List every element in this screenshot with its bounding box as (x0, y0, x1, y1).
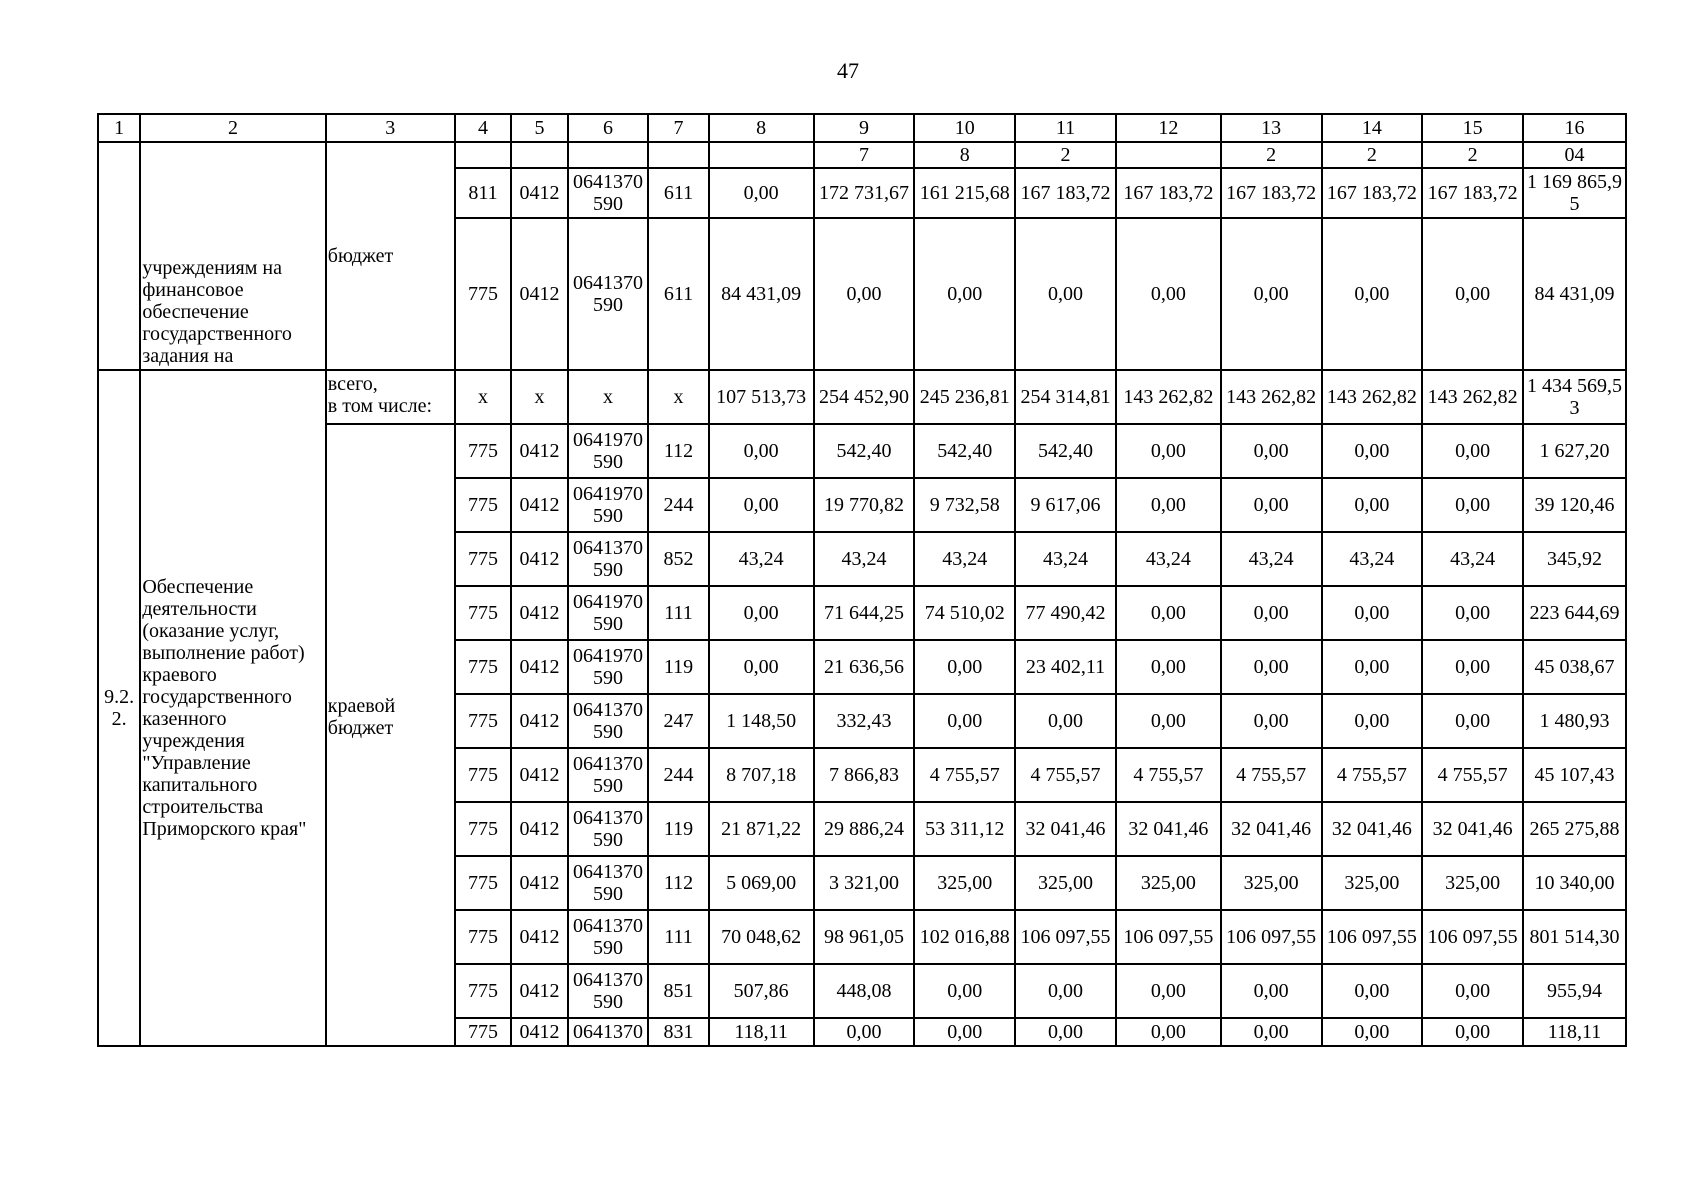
cell: 0,00 (814, 218, 915, 370)
cell: 111 (648, 910, 708, 964)
cell: 43,24 (1116, 532, 1221, 586)
code-cell: 0641970590 (568, 640, 649, 694)
cell: 0,00 (814, 1018, 915, 1046)
cell: 0412 (511, 586, 567, 640)
code-cell: 0641370590 (568, 802, 649, 856)
cell: 4 755,57 (1422, 748, 1523, 802)
cell: 775 (455, 748, 511, 802)
cell: 43,24 (1322, 532, 1423, 586)
header-cell: 14 (1322, 114, 1423, 142)
code-cell: 0641370590 (568, 532, 649, 586)
code-cell: 0641370590 (568, 218, 649, 370)
cell: 0,00 (1422, 424, 1523, 478)
cell: 1 627,20 (1523, 424, 1626, 478)
cell: 45 038,67 (1523, 640, 1626, 694)
cell: 74 510,02 (914, 586, 1015, 640)
cell: 0,00 (1322, 478, 1423, 532)
cell: 7 866,83 (814, 748, 915, 802)
cell: 0,00 (1221, 694, 1322, 748)
cell: 0412 (511, 856, 567, 910)
description-cell: Обеспечение деятельности (оказание услуг, выполнение работ) краевого государственного казенного учреждения "Управление капитального строительства Приморского края" (140, 370, 325, 1046)
cell: 0,00 (1015, 964, 1116, 1018)
cell: 4 755,57 (1322, 748, 1423, 802)
cell: 2 (1422, 142, 1523, 168)
cell: 831 (648, 1018, 708, 1046)
total-cell: 254 452,90 (814, 370, 915, 424)
cell: 0,00 (1322, 424, 1423, 478)
code-cell: 0641370590 (568, 168, 649, 218)
code-cell: 0641370 (568, 1018, 649, 1046)
cell: 0412 (511, 424, 567, 478)
cell: 775 (455, 478, 511, 532)
cell: 172 731,67 (814, 168, 915, 218)
cell: 0,00 (1116, 964, 1221, 1018)
cell: 775 (455, 802, 511, 856)
cell: 0412 (511, 802, 567, 856)
header-cell: 3 (326, 114, 455, 142)
cell: 106 097,55 (1116, 910, 1221, 964)
table-row (98, 370, 1626, 424)
cell: 0,00 (1116, 478, 1221, 532)
cell: 775 (455, 964, 511, 1018)
cell: 0,00 (1322, 694, 1423, 748)
cell: 0,00 (1322, 586, 1423, 640)
cell: 102 016,88 (914, 910, 1015, 964)
table-row (98, 142, 1626, 168)
total-cell: x (511, 370, 567, 424)
cell: 8 707,18 (709, 748, 814, 802)
cell: 167 183,72 (1015, 168, 1116, 218)
cell: 0412 (511, 478, 567, 532)
total-cell: 143 262,82 (1422, 370, 1523, 424)
total-cell: 1 434 569,53 (1523, 370, 1626, 424)
cell: 223 644,69 (1523, 586, 1626, 640)
cell: 244 (648, 478, 708, 532)
source-total-cell: всего, в том числе: (326, 370, 455, 424)
cell: 29 886,24 (814, 802, 915, 856)
cell: 43,24 (914, 532, 1015, 586)
cell: 0,00 (1116, 218, 1221, 370)
cell: 0,00 (914, 694, 1015, 748)
cell: 106 097,55 (1221, 910, 1322, 964)
total-cell: 254 314,81 (1015, 370, 1116, 424)
code-cell: 0641970590 (568, 424, 649, 478)
header-cell: 5 (511, 114, 567, 142)
code-cell: 0641970590 (568, 586, 649, 640)
cell: 167 183,72 (1116, 168, 1221, 218)
cell: 0,00 (709, 478, 814, 532)
cell: 4 755,57 (1116, 748, 1221, 802)
cell: 852 (648, 532, 708, 586)
cell (455, 142, 511, 168)
cell: 2 (1221, 142, 1322, 168)
cell: 0,00 (1015, 218, 1116, 370)
row-number-cell: 9.2.2. (98, 370, 140, 1046)
cell: 0,00 (1116, 640, 1221, 694)
cell: 4 755,57 (1015, 748, 1116, 802)
cell: 542,40 (814, 424, 915, 478)
cell: 98 961,05 (814, 910, 915, 964)
cell: 0,00 (1221, 478, 1322, 532)
cell: 811 (455, 168, 511, 218)
cell: 244 (648, 748, 708, 802)
cell: 775 (455, 856, 511, 910)
header-cell: 1 (98, 114, 140, 142)
cell: 0,00 (709, 586, 814, 640)
cell: 5 069,00 (709, 856, 814, 910)
cell: 167 183,72 (1322, 168, 1423, 218)
cell: 775 (455, 640, 511, 694)
code-cell: 0641370590 (568, 748, 649, 802)
cell: 0412 (511, 532, 567, 586)
header-cell: 2 (140, 114, 325, 142)
cell: 0,00 (1422, 640, 1523, 694)
cell: 106 097,55 (1015, 910, 1116, 964)
cell: 0,00 (1221, 640, 1322, 694)
cell: 45 107,43 (1523, 748, 1626, 802)
cell: 265 275,88 (1523, 802, 1626, 856)
cell: 0,00 (1322, 1018, 1423, 1046)
cell: 04 (1523, 142, 1626, 168)
source-cell: краевой бюджет (326, 424, 455, 1046)
cell: 0,00 (709, 424, 814, 478)
cell: 8 (914, 142, 1015, 168)
cell: 0412 (511, 1018, 567, 1046)
cell: 0,00 (1322, 218, 1423, 370)
cell: 0,00 (1116, 1018, 1221, 1046)
cell: 19 770,82 (814, 478, 915, 532)
total-cell: 107 513,73 (709, 370, 814, 424)
cell: 325,00 (1221, 856, 1322, 910)
cell: 0,00 (914, 1018, 1015, 1046)
cell: 43,24 (709, 532, 814, 586)
cell: 325,00 (1322, 856, 1423, 910)
cell: 39 120,46 (1523, 478, 1626, 532)
cell: 0,00 (1015, 694, 1116, 748)
header-cell: 9 (814, 114, 915, 142)
cell: 43,24 (1221, 532, 1322, 586)
cell: 0,00 (1422, 478, 1523, 532)
cell: 325,00 (1116, 856, 1221, 910)
cell: 0,00 (1221, 586, 1322, 640)
cell: 0,00 (1116, 694, 1221, 748)
header-cell: 12 (1116, 114, 1221, 142)
cell: 0,00 (914, 640, 1015, 694)
cell: 775 (455, 1018, 511, 1046)
budget-table (97, 113, 1627, 1047)
header-cell: 7 (648, 114, 708, 142)
header-cell: 15 (1422, 114, 1523, 142)
cell: 0412 (511, 694, 567, 748)
cell: 2 (1322, 142, 1423, 168)
header-cell: 8 (709, 114, 814, 142)
cell: 955,94 (1523, 964, 1626, 1018)
cell: 0412 (511, 910, 567, 964)
cell: 161 215,68 (914, 168, 1015, 218)
cell: 0412 (511, 640, 567, 694)
cell: 3 321,00 (814, 856, 915, 910)
cell: 775 (455, 424, 511, 478)
total-cell: x (648, 370, 708, 424)
cell: 0,00 (1221, 1018, 1322, 1046)
cell: 247 (648, 694, 708, 748)
total-cell: 143 262,82 (1322, 370, 1423, 424)
cell: 775 (455, 910, 511, 964)
cell: 0,00 (709, 640, 814, 694)
total-cell: 245 236,81 (914, 370, 1015, 424)
cell: 507,86 (709, 964, 814, 1018)
cell (648, 142, 708, 168)
cell: 167 183,72 (1422, 168, 1523, 218)
cell: 325,00 (1015, 856, 1116, 910)
cell: 21 871,22 (709, 802, 814, 856)
cell: 611 (648, 218, 708, 370)
cell: 0,00 (1422, 1018, 1523, 1046)
cell: 43,24 (1422, 532, 1523, 586)
header-cell: 16 (1523, 114, 1626, 142)
table-row (98, 424, 1626, 478)
cell: 0,00 (1015, 1018, 1116, 1046)
code-cell: 0641370590 (568, 694, 649, 748)
total-cell: x (455, 370, 511, 424)
table-header-row (98, 114, 1626, 142)
cell (709, 142, 814, 168)
cell: 7 (814, 142, 915, 168)
cell: 70 048,62 (709, 910, 814, 964)
cell: 0,00 (1221, 964, 1322, 1018)
cell: 43,24 (1015, 532, 1116, 586)
header-cell: 13 (1221, 114, 1322, 142)
cell: 0,00 (1422, 586, 1523, 640)
source-cell: бюджет (326, 142, 455, 370)
cell: 106 097,55 (1422, 910, 1523, 964)
total-cell: x (568, 370, 649, 424)
cell: 167 183,72 (1221, 168, 1322, 218)
cell (568, 142, 649, 168)
cell: 43,24 (814, 532, 915, 586)
cell: 32 041,46 (1116, 802, 1221, 856)
cell: 0412 (511, 964, 567, 1018)
code-cell: 0641370590 (568, 856, 649, 910)
cell: 53 311,12 (914, 802, 1015, 856)
cell: 84 431,09 (1523, 218, 1626, 370)
page-number: 47 (837, 58, 859, 83)
cell: 111 (648, 586, 708, 640)
cell: 9 617,06 (1015, 478, 1116, 532)
cell: 1 169 865,95 (1523, 168, 1626, 218)
cell (511, 142, 567, 168)
cell: 118,11 (709, 1018, 814, 1046)
cell: 0412 (511, 168, 567, 218)
cell: 0,00 (1221, 424, 1322, 478)
cell: 0,00 (914, 218, 1015, 370)
cell: 9 732,58 (914, 478, 1015, 532)
cell: 0,00 (914, 964, 1015, 1018)
cell: 71 644,25 (814, 586, 915, 640)
cell: 112 (648, 856, 708, 910)
code-cell: 0641370590 (568, 910, 649, 964)
code-cell: 0641370590 (568, 964, 649, 1018)
cell: 119 (648, 640, 708, 694)
cell: 32 041,46 (1221, 802, 1322, 856)
header-cell: 4 (455, 114, 511, 142)
cell: 325,00 (1422, 856, 1523, 910)
cell: 106 097,55 (1322, 910, 1423, 964)
cell: 0,00 (1422, 218, 1523, 370)
cell: 32 041,46 (1015, 802, 1116, 856)
header-cell: 10 (914, 114, 1015, 142)
cell: 23 402,11 (1015, 640, 1116, 694)
cell: 1 148,50 (709, 694, 814, 748)
cell: 448,08 (814, 964, 915, 1018)
cell: 542,40 (1015, 424, 1116, 478)
cell: 0,00 (709, 168, 814, 218)
total-cell: 143 262,82 (1221, 370, 1322, 424)
cell: 4 755,57 (914, 748, 1015, 802)
cell: 118,11 (1523, 1018, 1626, 1046)
cell: 77 490,42 (1015, 586, 1116, 640)
row-number-cell (98, 142, 140, 370)
cell: 775 (455, 586, 511, 640)
cell: 345,92 (1523, 532, 1626, 586)
cell: 0,00 (1422, 964, 1523, 1018)
cell: 32 041,46 (1422, 802, 1523, 856)
cell: 10 340,00 (1523, 856, 1626, 910)
cell: 112 (648, 424, 708, 478)
cell: 542,40 (914, 424, 1015, 478)
cell: 611 (648, 168, 708, 218)
cell: 775 (455, 218, 511, 370)
cell: 0,00 (1116, 586, 1221, 640)
cell: 0412 (511, 748, 567, 802)
cell: 21 636,56 (814, 640, 915, 694)
cell: 775 (455, 694, 511, 748)
description-cell: учреждениям на финансовое обеспечение государственного задания на (140, 142, 325, 370)
code-cell: 0641970590 (568, 478, 649, 532)
cell: 0,00 (1221, 218, 1322, 370)
total-cell: 143 262,82 (1116, 370, 1221, 424)
cell: 4 755,57 (1221, 748, 1322, 802)
cell: 84 431,09 (709, 218, 814, 370)
cell (1116, 142, 1221, 168)
cell: 2 (1015, 142, 1116, 168)
cell: 0,00 (1322, 964, 1423, 1018)
cell: 332,43 (814, 694, 915, 748)
cell: 851 (648, 964, 708, 1018)
cell: 0412 (511, 218, 567, 370)
header-cell: 11 (1015, 114, 1116, 142)
cell: 1 480,93 (1523, 694, 1626, 748)
cell: 325,00 (914, 856, 1015, 910)
cell: 801 514,30 (1523, 910, 1626, 964)
cell: 119 (648, 802, 708, 856)
cell: 0,00 (1116, 424, 1221, 478)
cell: 0,00 (1322, 640, 1423, 694)
cell: 0,00 (1422, 694, 1523, 748)
cell: 32 041,46 (1322, 802, 1423, 856)
cell: 775 (455, 532, 511, 586)
header-cell: 6 (568, 114, 649, 142)
